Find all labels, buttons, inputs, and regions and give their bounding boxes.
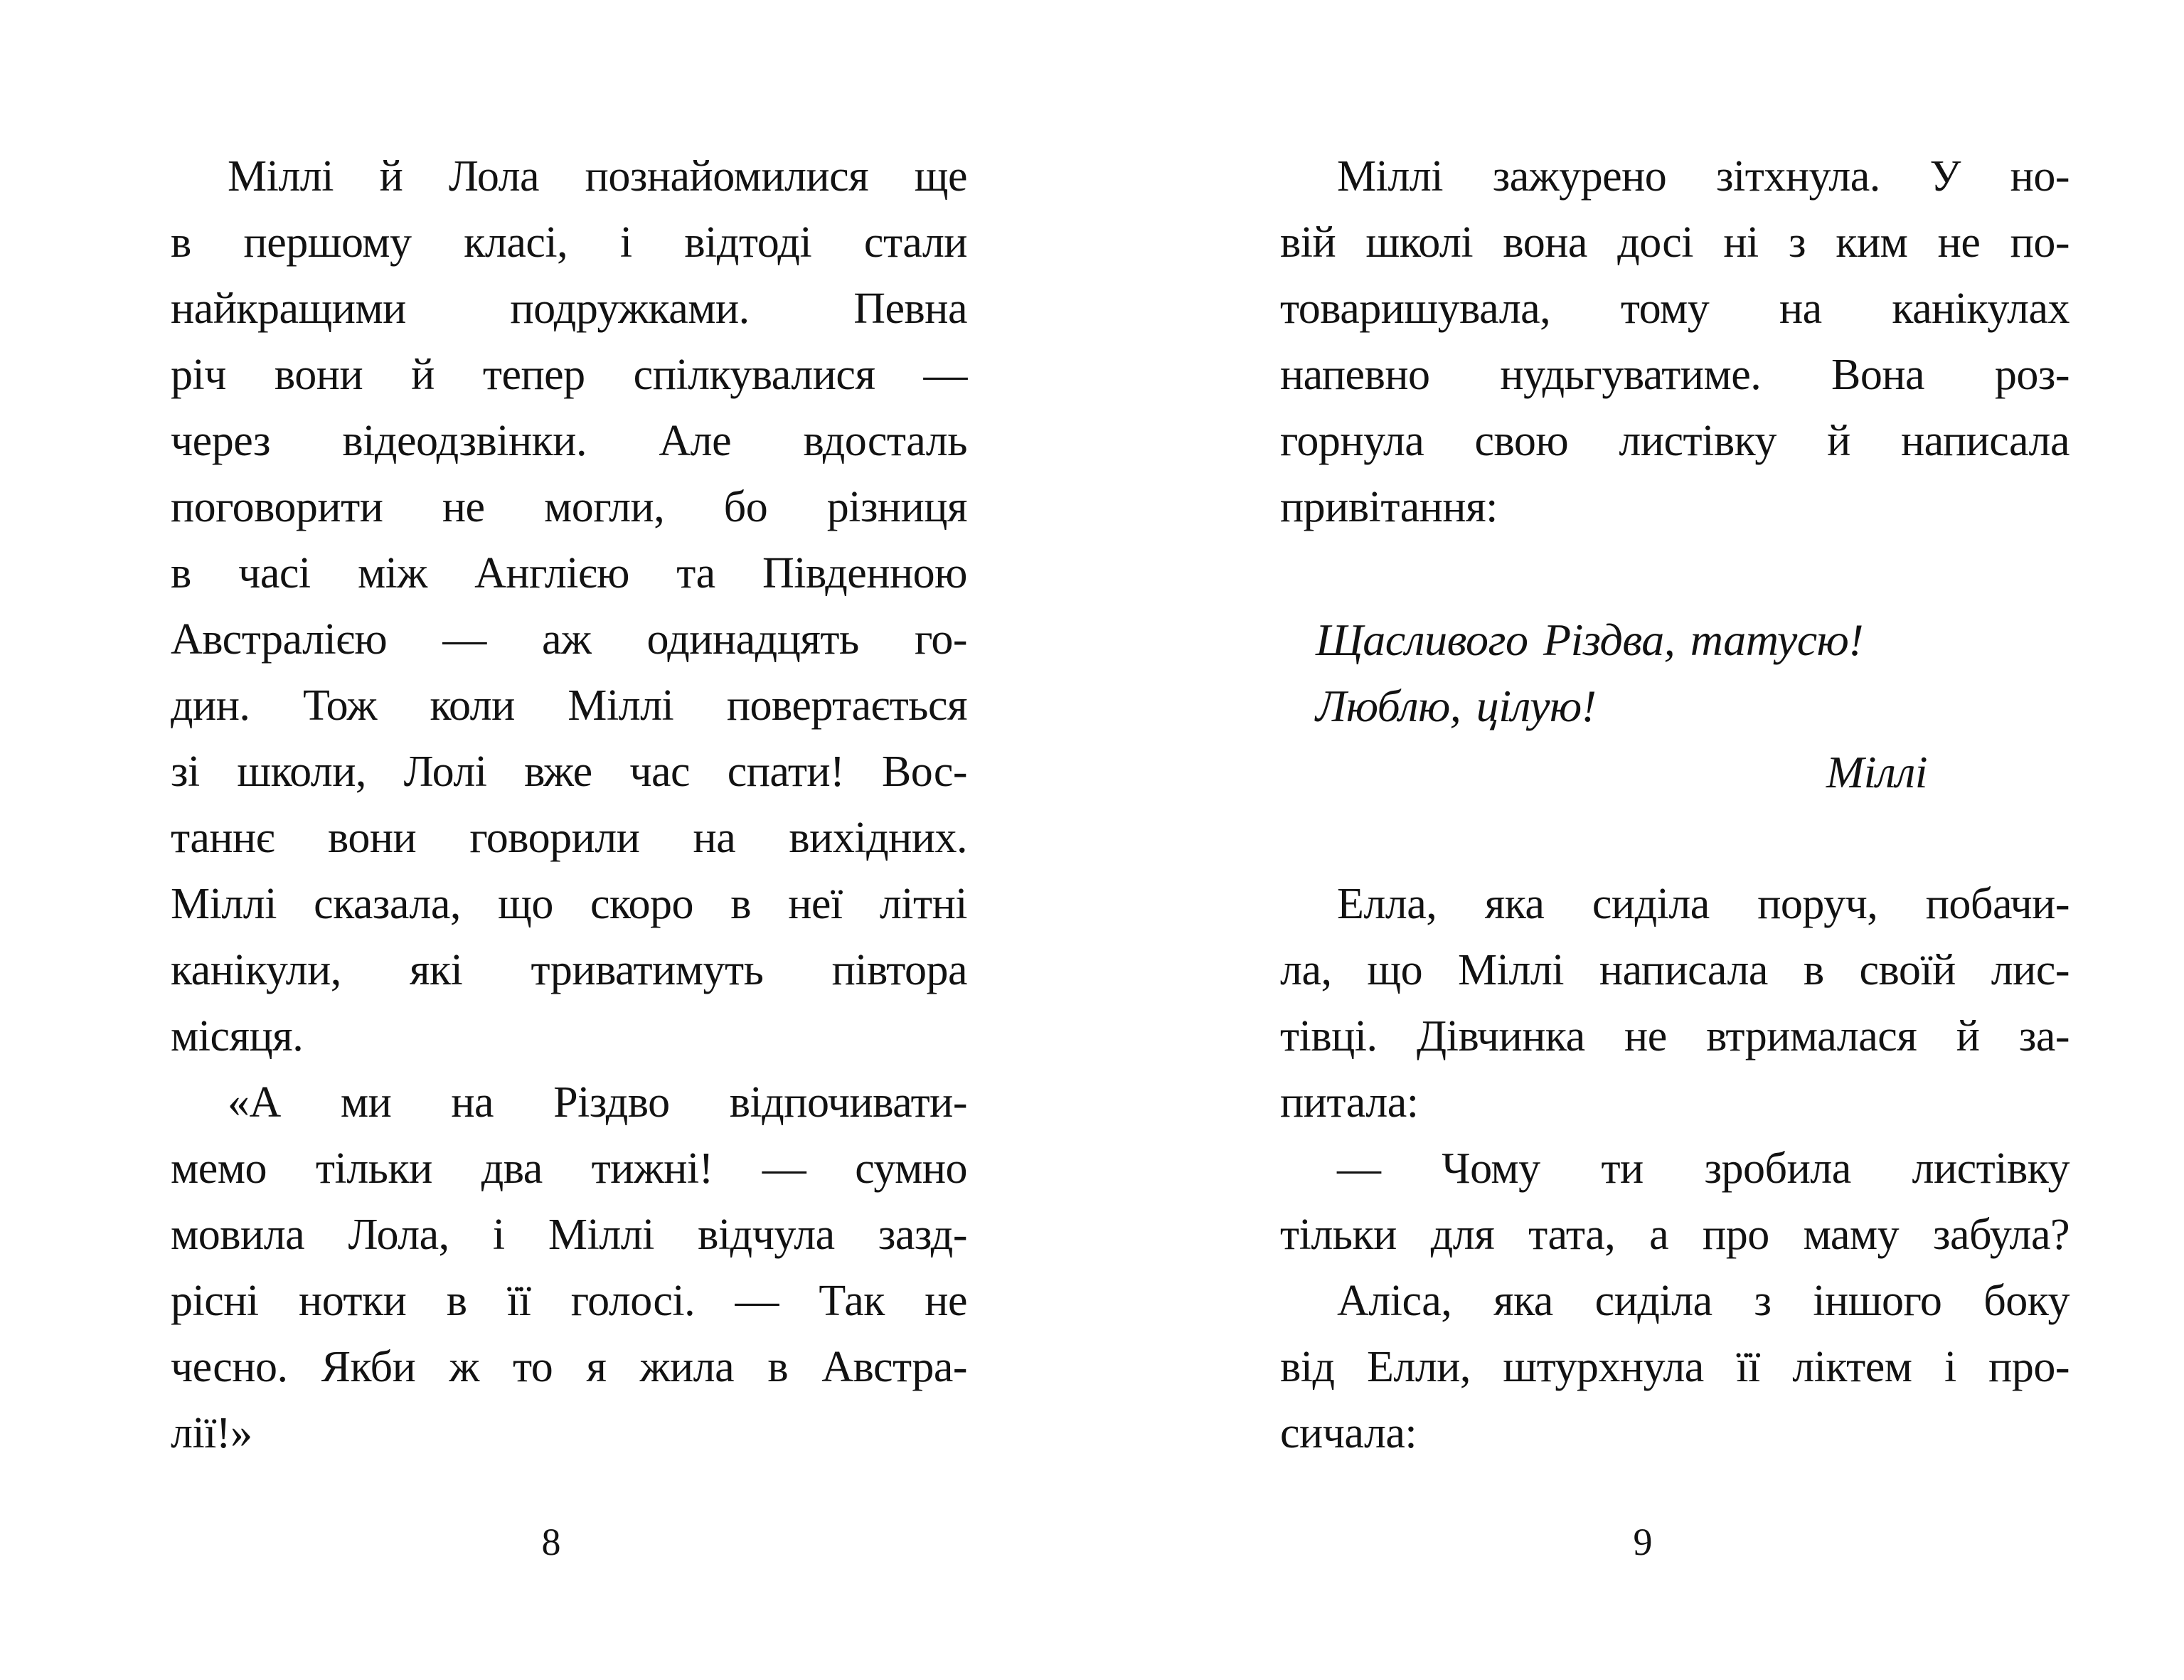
text-line: тівці. Дівчинка не втрималася й за- <box>1280 1012 2070 1060</box>
text-line: напевно нудьгуватиме. Вона роз- <box>1280 351 2070 399</box>
blank-line <box>1280 805 2070 871</box>
text-line: тільки для тата, а про маму забула? <box>1280 1211 2070 1259</box>
page-right-text-block <box>1280 144 2070 1467</box>
page-number-right: 9 <box>1633 1521 1653 1563</box>
text-line: чесно. Якби ж то я жила в Австра- <box>171 1343 967 1391</box>
page-left-text-block <box>171 144 967 1467</box>
text-line: Елла, яка сиділа поруч, побачи- <box>1337 880 2070 928</box>
text-line: зі школи, Лолі вже час спати! Вос- <box>171 748 967 796</box>
text-line: Австралією — аж одинадцять го- <box>171 615 967 664</box>
text-line: сичала: <box>1280 1409 1417 1457</box>
text-line: питала: <box>1280 1078 1419 1127</box>
text-line: місяця. <box>171 1012 304 1060</box>
text-line: — Чому ти зробила листівку <box>1337 1144 2070 1193</box>
text-line: дин. Тож коли Міллі повертається <box>171 681 967 730</box>
blank-line <box>1280 541 2070 607</box>
text-line: мовила Лола, і Міллі відчула зазд- <box>171 1211 967 1259</box>
text-line: рісні нотки в її голосі. — Так не <box>171 1277 967 1325</box>
text-line: в першому класі, і відтоді стали <box>171 218 967 267</box>
text-line: привітання: <box>1280 483 1498 531</box>
text-line: Міллі зажурено зітхнула. У но- <box>1337 152 2070 201</box>
text-line: найкращими подружками. Певна <box>171 285 967 333</box>
text-line: Міллі <box>1826 747 1927 797</box>
text-line: вій школі вона досі ні з ким не по- <box>1280 218 2070 267</box>
page-number-left: 8 <box>541 1521 561 1563</box>
text-line: товаришувала, тому на канікулах <box>1280 285 2070 333</box>
text-line: від Елли, штурхнула її ліктем і про- <box>1280 1343 2070 1391</box>
text-line: Щасливого Різдва, татусю! <box>1316 615 1864 665</box>
text-line: горнула свою листівку й написала <box>1280 417 2070 465</box>
text-line: таннє вони говорили на вихідних. <box>171 814 967 862</box>
text-line: канікули, які триватимуть півтора <box>171 946 967 994</box>
text-line: Міллі й Лола познайомилися ще <box>228 152 967 201</box>
text-line: Міллі сказала, що скоро в неї літні <box>171 880 967 928</box>
text-line: Люблю, цілую! <box>1316 681 1597 731</box>
text-line: ла, що Міллі написала в своїй лис- <box>1280 946 2070 994</box>
text-line: річ вони й тепер спілкувалися — <box>171 351 967 399</box>
text-line: мемо тільки два тижні! — сумно <box>171 1144 967 1193</box>
text-line: лії!» <box>171 1409 252 1457</box>
text-line: через відеодзвінки. Але вдосталь <box>171 417 967 465</box>
text-line: Аліса, яка сиділа з іншого боку <box>1337 1277 2070 1325</box>
text-line: «А ми на Різдво відпочивати- <box>228 1078 967 1127</box>
text-line: поговорити не могли, бо різниця <box>171 483 967 531</box>
text-line: в часі між Англією та Південною <box>171 549 967 597</box>
